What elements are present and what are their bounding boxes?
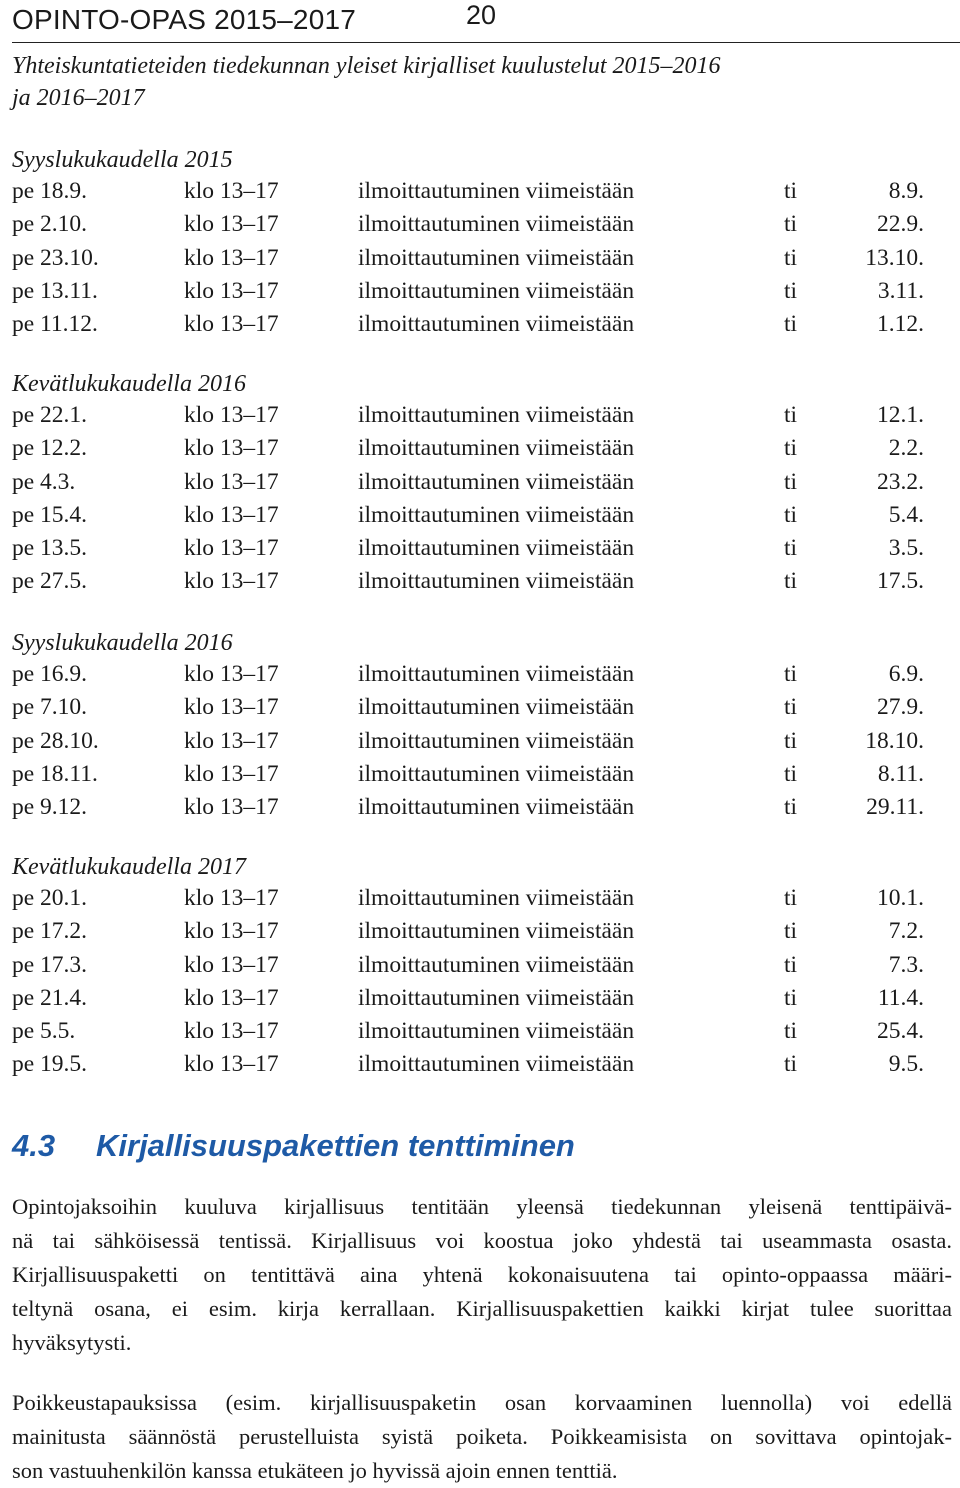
table-row [12, 982, 942, 1015]
registration-label: ilmoittautuminen viimeistään [358, 211, 635, 238]
deadline-weekday: ti [784, 918, 798, 945]
deadline-date: 2.2. [888, 435, 924, 462]
registration-label: ilmoittautuminen viimeistään [358, 178, 635, 204]
exam-time: klo 13–17 [184, 468, 279, 495]
registration-label: ilmoittautuminen viimeistään [358, 918, 635, 945]
schedule-section [12, 628, 942, 824]
table-row [12, 275, 942, 308]
page-number: 20 [466, 0, 497, 30]
deadline-date: 7.3. [888, 951, 924, 978]
exam-time: klo 13–17 [184, 951, 279, 978]
deadline-weekday: ti [784, 435, 798, 462]
exam-day: pe 17.2. [12, 918, 88, 945]
table-row [12, 1048, 942, 1081]
deadline-date: 27.9. [877, 694, 924, 721]
deadline-weekday: ti [784, 794, 798, 820]
heading-line-2: ja 2016–2017 [12, 85, 145, 111]
section-heading [12, 1128, 575, 1164]
exam-day: pe 18.9. [12, 178, 88, 204]
exam-time: klo 13–17 [184, 1018, 279, 1044]
table-row [12, 532, 942, 565]
table-row [12, 466, 942, 499]
paragraph-line: Kirjallisuuspaketti on tentittävä aina yhtenä kokonaisuutena tai opinto-oppaassa määri- [12, 1262, 952, 1287]
paragraph-line: Poikkeustapauksissa (esim. kirjallisuuspaketin osan korvaaminen luennolla) voi edellä [12, 1390, 952, 1415]
exam-time: klo 13–17 [184, 885, 279, 911]
deadline-date: 22.9. [877, 211, 924, 238]
registration-label: ilmoittautuminen viimeistään [358, 794, 635, 820]
deadline-weekday: ti [784, 211, 798, 238]
deadline-weekday: ti [784, 727, 798, 754]
registration-label: ilmoittautuminen viimeistään [358, 277, 635, 304]
semester-title: Kevätlukukaudella 2017 [12, 854, 246, 880]
table-row [12, 175, 942, 208]
paragraph-exceptions [12, 1386, 952, 1488]
section-number: 4.3 [12, 1128, 56, 1163]
exam-day: pe 22.1. [12, 402, 88, 428]
exam-time: klo 13–17 [184, 211, 279, 238]
deadline-date: 6.9. [888, 661, 924, 687]
deadline-date: 23.2. [877, 468, 924, 495]
table-row [12, 499, 942, 532]
deadline-weekday: ti [784, 661, 798, 687]
deadline-weekday: ti [784, 178, 798, 204]
deadline-weekday: ti [784, 1051, 798, 1078]
exam-day: pe 13.5. [12, 535, 88, 561]
paragraph-line: son vastuuhenkilön kanssa etukäteen jo hyvissä ajoin ennen tenttiä. [12, 1458, 618, 1483]
deadline-weekday: ti [784, 277, 798, 304]
header-divider [12, 42, 960, 43]
exam-day: pe 5.5. [12, 1018, 76, 1044]
table-row [12, 882, 942, 915]
registration-label: ilmoittautuminen viimeistään [358, 568, 635, 595]
deadline-weekday: ti [784, 311, 798, 337]
heading-line-1: Yhteiskuntatieteiden tiedekunnan yleiset kirjalliset kuulustelut 2015–2016 [12, 53, 721, 79]
registration-label: ilmoittautuminen viimeistään [358, 311, 635, 337]
exam-day: pe 18.11. [12, 760, 98, 787]
table-row [12, 949, 942, 982]
deadline-date: 7.2. [888, 918, 924, 945]
paragraph-line: nä tai sähköisessä tentissä. Kirjallisuus voi koostua joko yhdestä tai useammasta osasta. [12, 1228, 952, 1253]
table-row [12, 1015, 942, 1048]
deadline-date: 10.1. [877, 885, 924, 911]
deadline-date: 12.1. [877, 402, 924, 428]
exam-day: pe 17.3. [12, 951, 88, 978]
exam-day: pe 4.3. [12, 468, 76, 495]
exam-day: pe 23.10. [12, 244, 99, 271]
deadline-date: 29.11. [866, 794, 924, 820]
exam-day: pe 2.10. [12, 211, 88, 238]
schedule-section [12, 145, 942, 341]
section-heading-title: Kirjallisuuspakettien tenttiminen [96, 1128, 575, 1163]
registration-label: ilmoittautuminen viimeistään [358, 727, 635, 754]
exam-day: pe 16.9. [12, 661, 88, 687]
deadline-weekday: ti [784, 885, 798, 911]
exam-time: klo 13–17 [184, 568, 279, 595]
exam-time: klo 13–17 [184, 535, 279, 561]
deadline-date: 13.10. [865, 244, 924, 271]
deadline-weekday: ti [784, 468, 798, 495]
deadline-date: 8.11. [877, 760, 924, 787]
paragraph-exam-info [12, 1190, 952, 1360]
semester-title: Kevätlukukaudella 2016 [12, 371, 246, 397]
exam-day: pe 9.12. [12, 794, 88, 820]
table-row [12, 791, 942, 824]
exam-day: pe 15.4. [12, 501, 88, 528]
deadline-date: 1.12. [877, 311, 924, 337]
exam-time: klo 13–17 [184, 694, 279, 721]
semester-title: Syyslukukaudella 2016 [12, 630, 233, 656]
deadline-date: 3.11. [877, 277, 924, 304]
guide-title: OPINTO-OPAS 2015–2017 [12, 4, 357, 35]
exam-day: pe 28.10. [12, 727, 99, 754]
exam-time: klo 13–17 [184, 760, 279, 787]
deadline-date: 25.4. [877, 1018, 924, 1044]
deadline-weekday: ti [784, 501, 798, 528]
table-row [12, 565, 942, 598]
exam-time: klo 13–17 [184, 727, 279, 754]
exam-time: klo 13–17 [184, 918, 279, 945]
exam-time: klo 13–17 [184, 435, 279, 462]
registration-label: ilmoittautuminen viimeistään [358, 760, 635, 787]
exam-day: pe 7.10. [12, 694, 88, 721]
exam-day: pe 21.4. [12, 984, 88, 1011]
schedule-section [12, 852, 942, 1082]
registration-label: ilmoittautuminen viimeistään [358, 1051, 635, 1078]
paragraph-line: teltynä osana, ei esim. kirja kerrallaan. Kirjallisuuspakettien kaikki kirjat tulee suorittaa [12, 1296, 952, 1321]
paragraph-line: hyväksytysti. [12, 1330, 132, 1355]
registration-label: ilmoittautuminen viimeistään [358, 661, 635, 687]
exam-time: klo 13–17 [184, 661, 279, 687]
registration-label: ilmoittautuminen viimeistään [358, 402, 635, 428]
table-row [12, 725, 942, 758]
semester-title: Syyslukukaudella 2015 [12, 147, 233, 173]
deadline-date: 11.4. [877, 984, 924, 1011]
exam-time: klo 13–17 [184, 501, 279, 528]
table-row [12, 691, 942, 724]
registration-label: ilmoittautuminen viimeistään [358, 984, 635, 1011]
registration-label: ilmoittautuminen viimeistään [358, 435, 635, 462]
table-row [12, 308, 942, 341]
exam-schedule-heading [12, 50, 912, 114]
exam-time: klo 13–17 [184, 311, 279, 337]
registration-label: ilmoittautuminen viimeistään [358, 535, 635, 561]
table-row [12, 242, 942, 275]
exam-time: klo 13–17 [184, 244, 279, 271]
deadline-weekday: ti [784, 760, 798, 787]
deadline-weekday: ti [784, 535, 798, 561]
deadline-date: 9.5. [888, 1051, 924, 1078]
registration-label: ilmoittautuminen viimeistään [358, 694, 635, 721]
deadline-weekday: ti [784, 951, 798, 978]
deadline-date: 3.5. [888, 535, 924, 561]
exam-time: klo 13–17 [184, 277, 279, 304]
registration-label: ilmoittautuminen viimeistään [358, 951, 635, 978]
table-row [12, 758, 942, 791]
exam-time: klo 13–17 [184, 794, 279, 820]
registration-label: ilmoittautuminen viimeistään [358, 501, 635, 528]
schedule-section [12, 369, 942, 599]
deadline-weekday: ti [784, 984, 798, 1011]
deadline-date: 17.5. [877, 568, 924, 595]
deadline-date: 18.10. [865, 727, 924, 754]
deadline-weekday: ti [784, 694, 798, 721]
exam-time: klo 13–17 [184, 984, 279, 1011]
deadline-weekday: ti [784, 1018, 798, 1044]
exam-day: pe 11.12. [12, 311, 98, 337]
registration-label: ilmoittautuminen viimeistään [358, 468, 635, 495]
exam-day: pe 13.11. [12, 277, 98, 304]
registration-label: ilmoittautuminen viimeistään [358, 244, 635, 271]
table-row [12, 915, 942, 948]
exam-time: klo 13–17 [184, 1051, 279, 1078]
deadline-weekday: ti [784, 402, 798, 428]
exam-day: pe 20.1. [12, 885, 88, 911]
deadline-date: 8.9. [888, 178, 924, 204]
table-row [12, 399, 942, 432]
deadline-date: 5.4. [888, 501, 924, 528]
deadline-weekday: ti [784, 244, 798, 271]
registration-label: ilmoittautuminen viimeistään [358, 1018, 635, 1044]
paragraph-line: Opintojaksoihin kuuluva kirjallisuus tentitään yleensä tiedekunnan yleisenä tenttipäivä- [12, 1194, 952, 1219]
exam-time: klo 13–17 [184, 402, 279, 428]
deadline-weekday: ti [784, 568, 798, 595]
exam-day: pe 27.5. [12, 568, 88, 595]
page-header [0, 0, 960, 48]
exam-day: pe 12.2. [12, 435, 88, 462]
exam-time: klo 13–17 [184, 178, 279, 204]
table-row [12, 432, 942, 465]
registration-label: ilmoittautuminen viimeistään [358, 885, 635, 911]
exam-day: pe 19.5. [12, 1051, 88, 1078]
paragraph-line: mainitusta säännöstä perustelluista syistä poiketa. Poikkeamisista on sovittava opintojak- [12, 1424, 952, 1449]
table-row [12, 658, 942, 691]
table-row [12, 208, 942, 241]
